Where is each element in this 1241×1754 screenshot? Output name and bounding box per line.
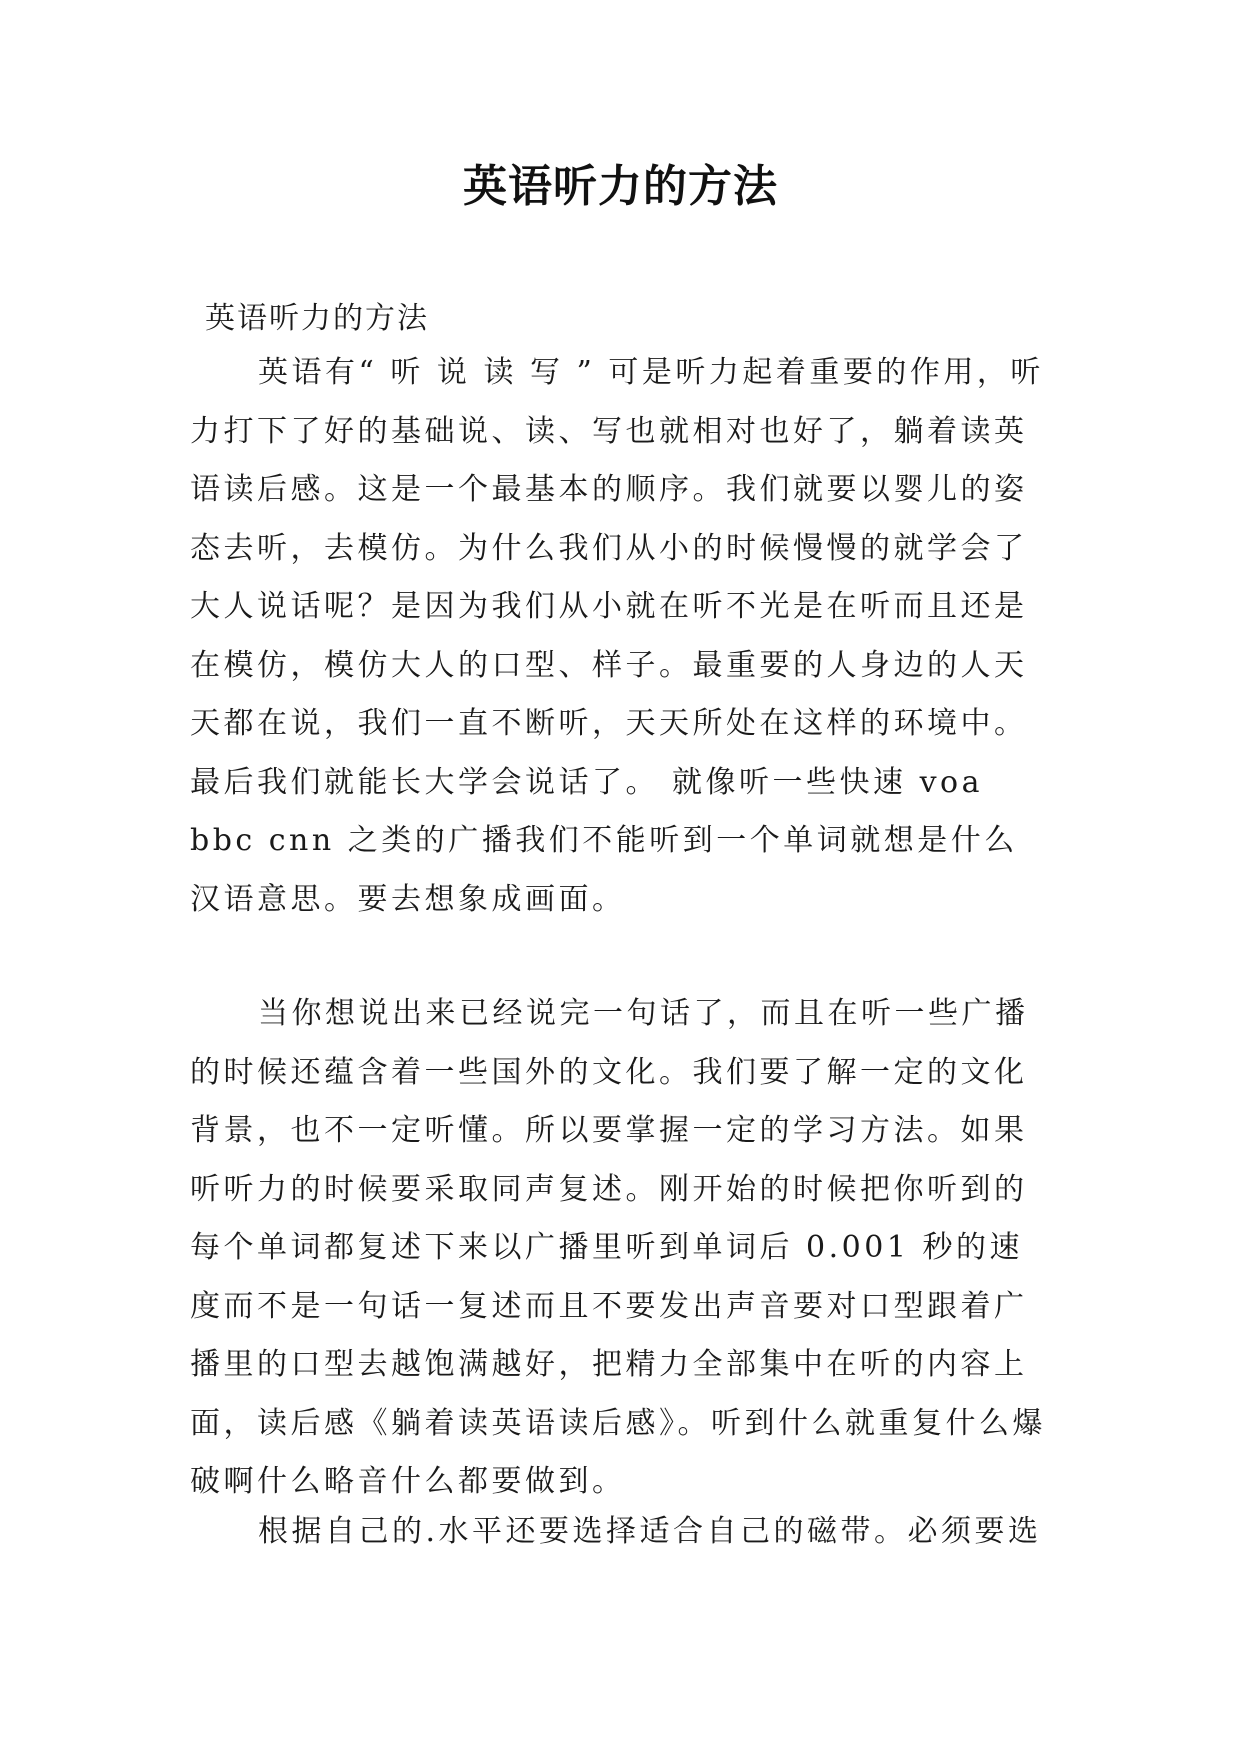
paragraph-1: 英语有“ 听 说 读 写 ” 可是听力起着重要的作用，听力打下了好的基础说、读、写也就相对也好了，躺着读英语读后感。这是一个最基本的顺序。我们就要以婴儿的姿态去听，去模仿。为什么我们从小的时候慢慢的就学会了大人说话呢？是因为我们从小就在听不光是在听而且还是在模仿，模仿大人的口型、样子。最重要的人身边的人天天都在说，我们一直不断听，天天所处在这样的环境中。最后我们就能长大学会说话了。 就像听一些快速 voa bbc cnn 之类的广播我们不能听到一个单词就想是什么汉语意思。要去想象成画面。: [190, 355, 1044, 917]
document-title: 英语听力的方法: [463, 161, 778, 212]
paragraph-2: 当你想说出来已经说完一句话了，而且在听一些广播的时候还蕴含着一些国外的文化。我们要了解一定的文化背景，也不一定听懂。所以要掌握一定的学习方法。如果听听力的时候要采取同声复述。刚开始的时候把你听到的每个单词都复述下来以广播里听到单词后 0.001 秒的速度而不是一句话一复述而且不要发出声音要对口型跟着广播里的口型去越饱满越好，把精力全部集中在听的内容上面，读后感《躺着读英语读后感》。听到什么就重复什么爆破啊什么略音什么都要做到。: [190, 996, 1046, 1499]
document-subtitle: 英语听力的方法: [205, 301, 429, 336]
paragraph-3: 根据自己的.水平还要选择适合自己的磁带。必须要选: [258, 1514, 1042, 1549]
